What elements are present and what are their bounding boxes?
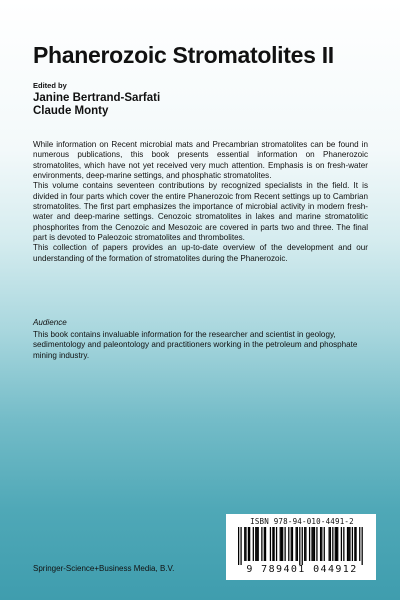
barcode-block: [226, 514, 376, 580]
audience-heading: Audience: [33, 318, 67, 327]
barcode-image: [238, 527, 364, 565]
barcode-number: 9 789401 044912: [246, 564, 358, 575]
editor-name-2: Claude Monty: [33, 105, 109, 117]
book-title: Phanerozoic Stromatolites II: [33, 42, 334, 68]
audience-text: This book contains invaluable information for the researcher and scientist in geology, sedimentology and paleontology and practitioners working in the petroleum and phosphate mining industry.: [33, 330, 358, 360]
isbn-label: ISBN 978-94-010-4491-2: [250, 517, 354, 526]
publisher-name: Springer-Science+Business Media, B.V.: [33, 564, 175, 573]
description-paragraph-1: While information on Recent microbial mats and Precambrian stromatolites can be found in numerous publications, this book presents essential information on Phanerozoic stromatolites, which have not yet received very much attention. Emphasis is on fresh-water environments, deep-marine settings, and phosphatic stromatolites.: [33, 140, 368, 181]
description: [33, 140, 368, 264]
description-paragraph-3: This collection of papers provides an up-to-date overview of the development and our understanding of the formation of stromatolites during the Phanerozoic.: [33, 243, 368, 263]
editor-name-1: Janine Bertrand-Sarfati: [33, 92, 161, 104]
description-paragraph-2: This volume contains seventeen contributions by recognized specialists in the field. It is divided in four parts which cover the entire Phanerozoic from Recent settings up to Cambrian stromatolites. The first part emphasizes the importance of microbial activity in modern fresh-water and deep-marine settings. Cenozoic stromatolites in lakes and marine stromatolitic phosphorites from the Cenozoic and Mesozoic are covered in parts two and three. The final part is devoted to Paleozoic stromatolites and thrombolites.: [33, 181, 368, 243]
edited-by-label: Edited by: [33, 81, 67, 90]
